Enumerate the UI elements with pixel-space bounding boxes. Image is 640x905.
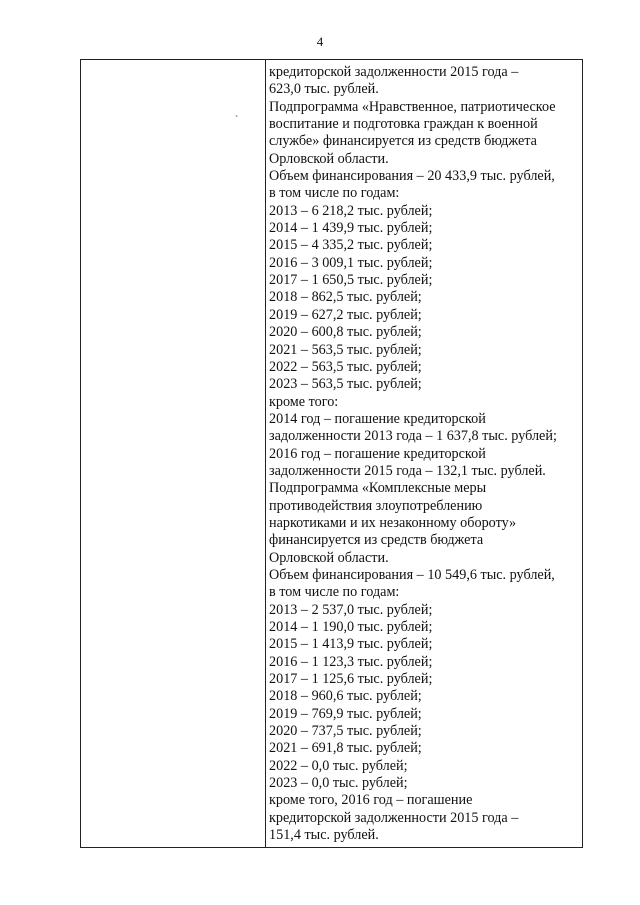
text-line: Орловской области.: [269, 549, 389, 566]
text-line: Подпрограмма «Комплексные меры: [269, 480, 487, 497]
text-line: кредиторской задолженности 2015 года –: [269, 64, 519, 80]
stray-mark: `: [235, 115, 239, 126]
text-line: финансируется из средств бюджета: [269, 532, 484, 549]
text-line: 2014 – 1 439,9 тыс. рублей;: [269, 220, 433, 237]
text-line: Орловской области.: [269, 150, 389, 167]
text-line: задолженности 2015 года – 132,1 тыс. рублей.: [269, 462, 546, 479]
text-line: противодействия злоупотреблению: [269, 497, 483, 514]
text-line: 2014 – 1 190,0 тыс. рублей;: [269, 619, 433, 635]
text-line: в том числе по годам:: [269, 185, 400, 202]
text-line: 2015 – 4 335,2 тыс. рублей;: [269, 237, 433, 254]
text-line: 2020 – 737,5 тыс. рублей;: [269, 723, 422, 740]
document-table: [80, 59, 583, 848]
text-line: 2013 – 6 218,2 тыс. рублей;: [269, 202, 433, 219]
text-line: 2022 – 0,0 тыс. рублей;: [269, 757, 408, 774]
text-line: Подпрограмма «Нравственное, патриотическое: [269, 98, 556, 115]
text-line: наркотиками и их незаконному обороту»: [269, 514, 517, 531]
text-line: 151,4 тыс. рублей.: [269, 827, 379, 844]
text-line: 2023 – 0,0 тыс. рублей;: [269, 775, 408, 792]
text-line: 2017 – 1 125,6 тыс. рублей;: [269, 671, 433, 688]
text-line: кроме того, 2016 год – погашение: [269, 792, 473, 809]
text-line: 2016 год – погашение кредиторской: [269, 445, 486, 462]
left-cell: [81, 60, 266, 847]
page-number: 4: [316, 34, 324, 49]
text-line: кредиторской задолженности 2015 года –: [269, 809, 519, 826]
text-line: 2023 – 563,5 тыс. рублей;: [269, 376, 422, 393]
text-line: 2015 – 1 413,9 тыс. рублей;: [269, 636, 433, 653]
text-line: 2020 – 600,8 тыс. рублей;: [269, 324, 422, 341]
text-line: 2013 – 2 537,0 тыс. рублей;: [269, 601, 433, 618]
text-line: 2016 – 3 009,1 тыс. рублей;: [269, 254, 433, 271]
text-line: 623,0 тыс. рублей.: [269, 81, 379, 98]
text-line: службе» финансируется из средств бюджета: [269, 133, 537, 150]
text-line: 2014 год – погашение кредиторской: [269, 410, 486, 427]
text-line: 2019 – 627,2 тыс. рублей;: [269, 306, 422, 323]
right-cell: [269, 64, 581, 844]
text-line: Объем финансирования – 10 549,6 тыс. рублей,: [269, 566, 555, 583]
text-line: задолженности 2013 года – 1 637,8 тыс. рублей;: [269, 428, 557, 445]
text-line: в том числе по годам:: [269, 584, 400, 601]
text-line: 2018 – 960,6 тыс. рублей;: [269, 688, 422, 705]
text-line: 2021 – 563,5 тыс. рублей;: [269, 341, 422, 358]
text-line: Объем финансирования – 20 433,9 тыс. рублей,: [269, 168, 555, 185]
text-line: 2016 – 1 123,3 тыс. рублей;: [269, 653, 433, 670]
text-line: 2019 – 769,9 тыс. рублей;: [269, 705, 422, 722]
text-line: 2018 – 862,5 тыс. рублей;: [269, 289, 422, 306]
text-line: кроме того:: [269, 393, 339, 410]
text-line: 2022 – 563,5 тыс. рублей;: [269, 358, 422, 375]
text-line: 2021 – 691,8 тыс. рублей;: [269, 740, 422, 757]
text-line: 2017 – 1 650,5 тыс. рублей;: [269, 272, 433, 289]
text-line: воспитание и подготовка граждан к военной: [269, 116, 538, 133]
